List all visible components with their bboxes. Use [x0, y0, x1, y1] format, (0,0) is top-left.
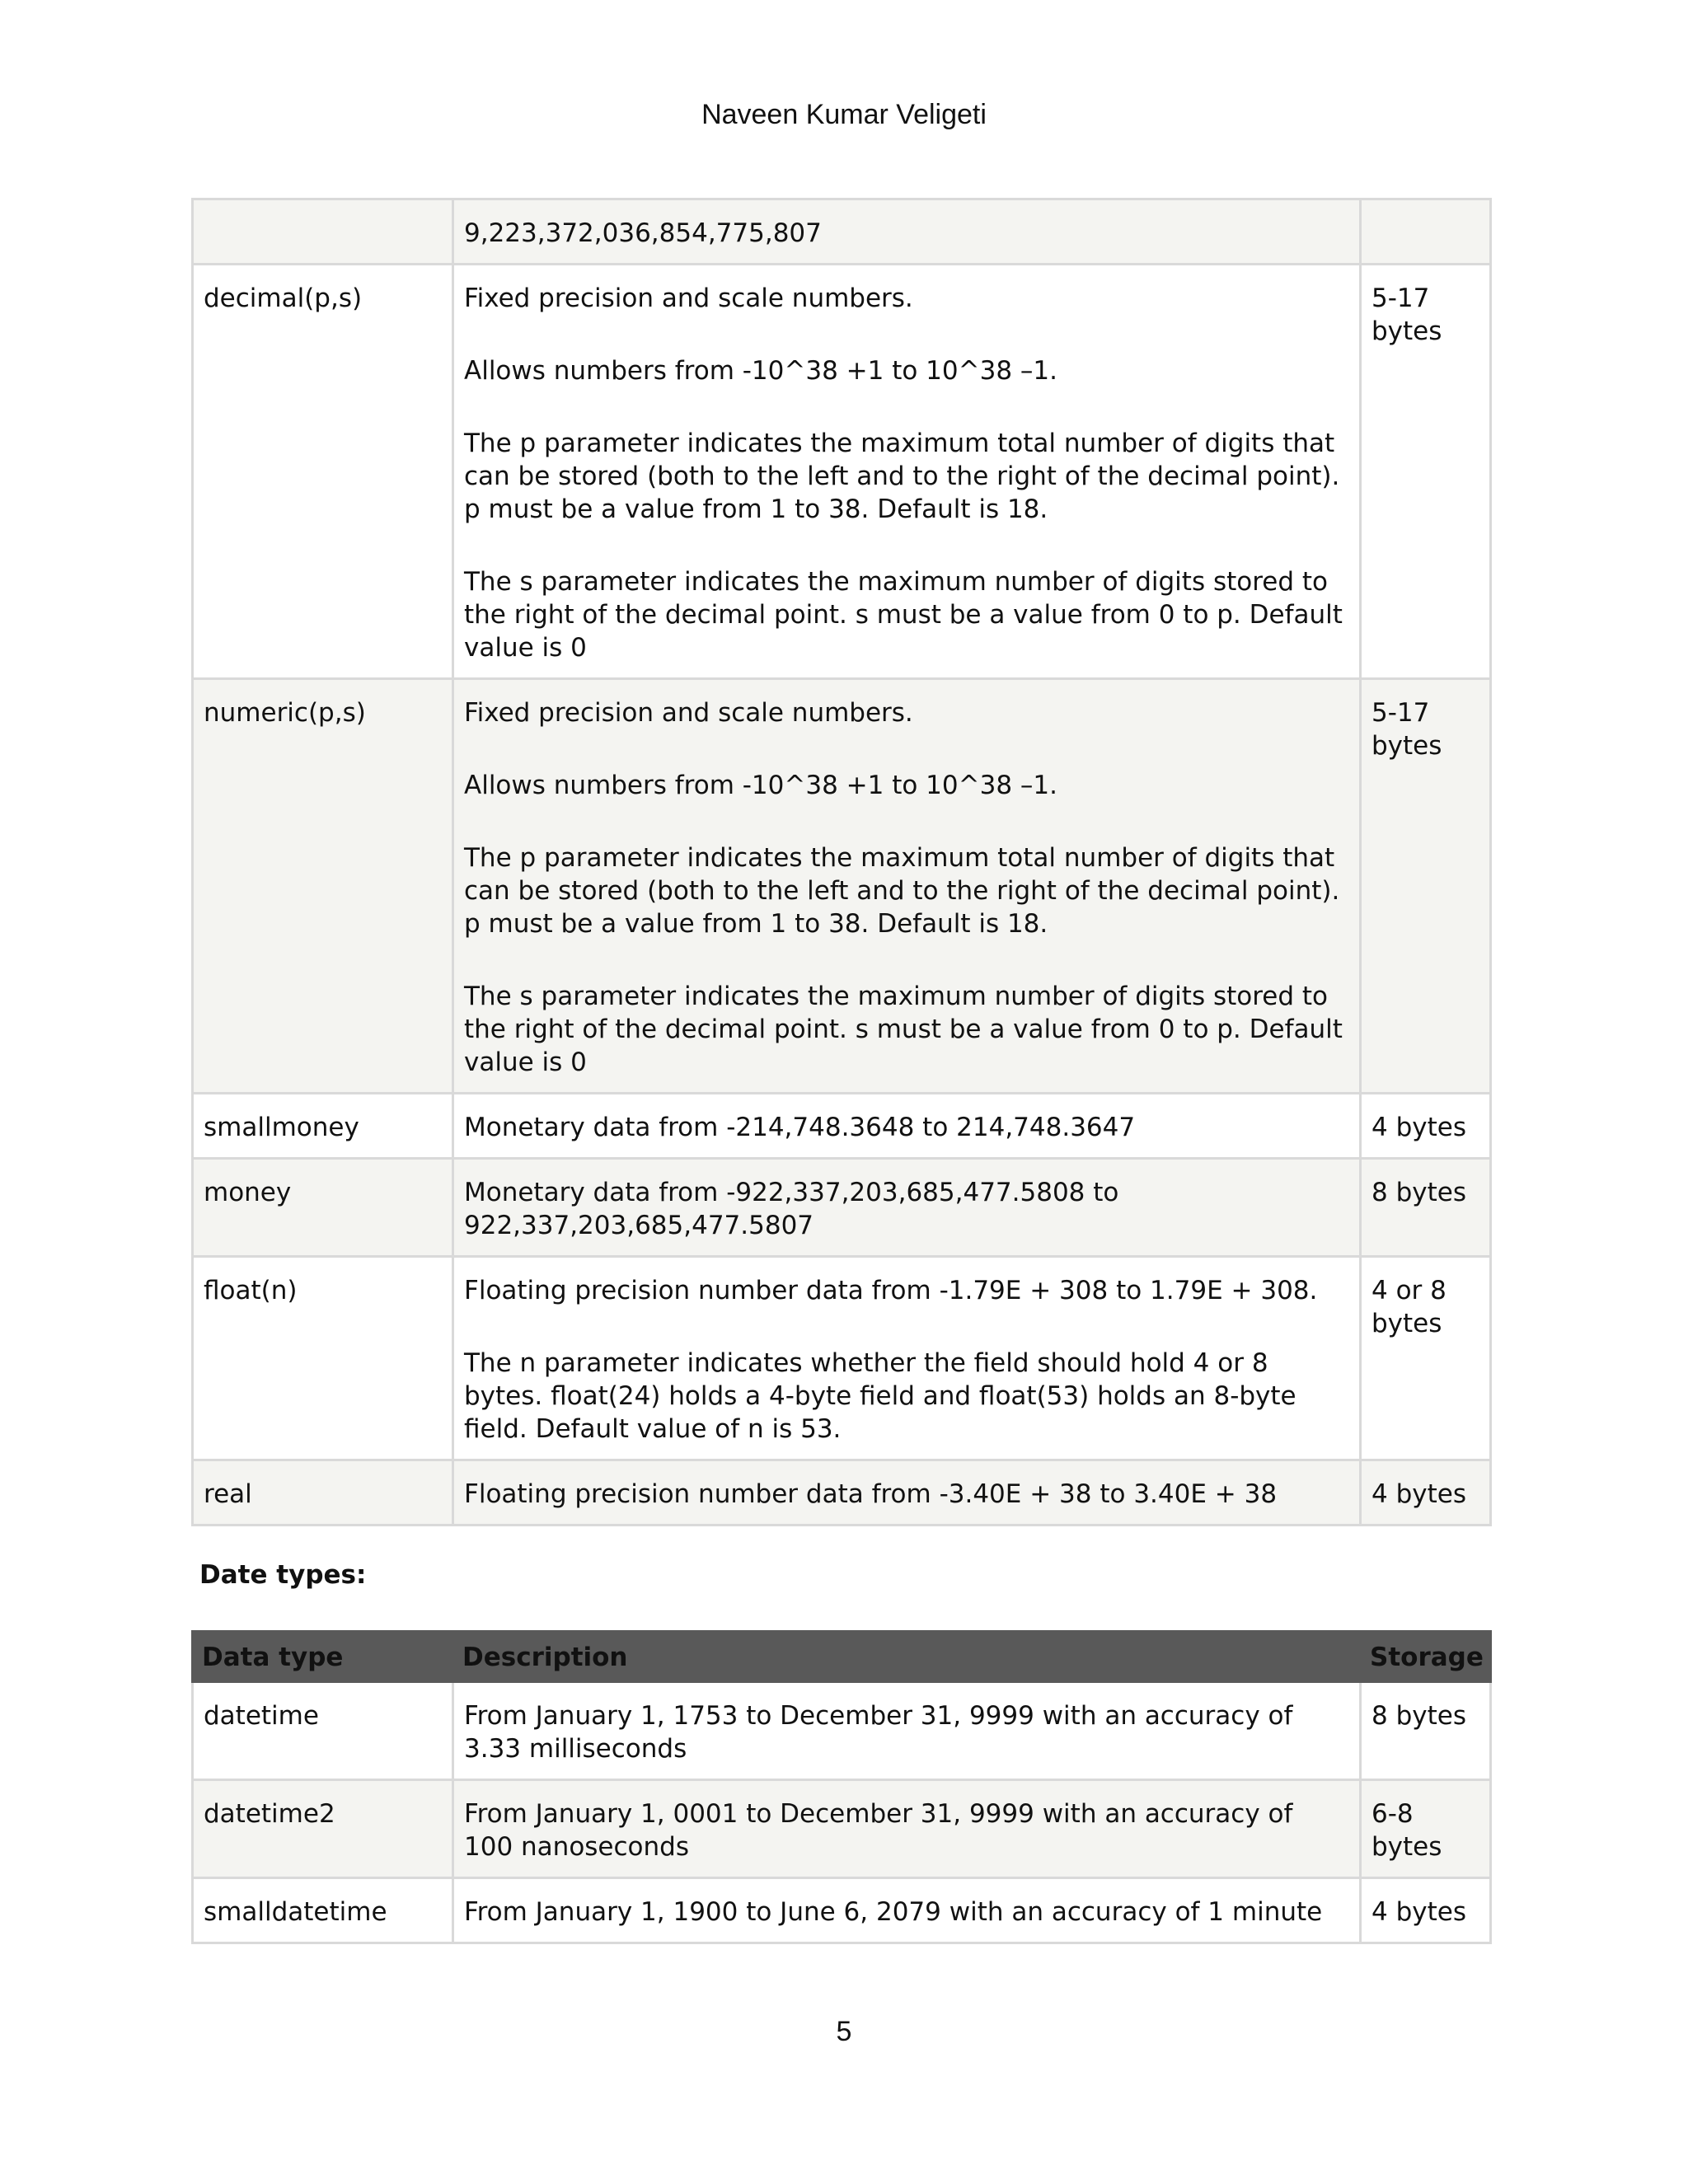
- column-header-data-type: Data type: [193, 1632, 453, 1682]
- storage-cell: 6-8 bytes: [1361, 1780, 1491, 1878]
- table-row: [193, 1159, 1491, 1257]
- column-header-storage: Storage: [1361, 1632, 1491, 1682]
- description-paragraph: From January 1, 0001 to December 31, 9999 with an accuracy of 100 nanoseconds: [464, 1799, 1293, 1862]
- storage-cell: 4 bytes: [1361, 1878, 1491, 1943]
- description-cell: [453, 1780, 1361, 1878]
- table-row: [193, 1682, 1491, 1780]
- table-row: [193, 199, 1491, 265]
- storage-cell: 4 or 8 bytes: [1361, 1257, 1491, 1460]
- table-row: [193, 1460, 1491, 1526]
- data-type-cell: datetime2: [193, 1780, 453, 1878]
- description-cell: [453, 1257, 1361, 1460]
- description-paragraph: Fixed precision and scale numbers.: [464, 698, 913, 728]
- table-row: [193, 1257, 1491, 1460]
- date-types-table: [191, 1630, 1492, 1944]
- description-cell: [453, 679, 1361, 1094]
- description-cell: [453, 265, 1361, 679]
- table-row: [193, 1094, 1491, 1159]
- description-paragraph: The p parameter indicates the maximum total number of digits that can be stored (both to the left and to the right of the decimal point). p must be a value from 1 to 38. Default is 18.: [464, 843, 1340, 939]
- data-type-cell: real: [193, 1460, 453, 1526]
- data-type-cell: [193, 199, 453, 265]
- description-cell: [453, 1159, 1361, 1257]
- description-paragraph: Allows numbers from -10^38 +1 to 10^38 –1.: [464, 356, 1057, 386]
- description-paragraph: The n parameter indicates whether the field should hold 4 or 8 bytes. float(24) holds a 4-byte field and float(53) holds an 8-byte field. Default value of n is 53.: [464, 1348, 1296, 1444]
- data-type-cell: smallmoney: [193, 1094, 453, 1159]
- numeric-types-table: [191, 198, 1492, 1526]
- table-row: [193, 1878, 1491, 1943]
- data-type-cell: smalldatetime: [193, 1878, 453, 1943]
- description-cell: [453, 199, 1361, 265]
- data-type-cell: money: [193, 1159, 453, 1257]
- description-cell: [453, 1094, 1361, 1159]
- column-header-description: Description: [453, 1632, 1361, 1682]
- description-paragraph: Floating precision number data from -1.79E + 308 to 1.79E + 308.: [464, 1276, 1318, 1305]
- description-cell: [453, 1878, 1361, 1943]
- description-paragraph: The s parameter indicates the maximum number of digits stored to the right of the decimal point. s must be a value from 0 to p. Default value is 0: [464, 982, 1343, 1077]
- storage-cell: 4 bytes: [1361, 1094, 1491, 1159]
- description-paragraph: Fixed precision and scale numbers.: [464, 284, 913, 313]
- storage-cell: 8 bytes: [1361, 1159, 1491, 1257]
- storage-cell: 4 bytes: [1361, 1460, 1491, 1526]
- table-header-row: [193, 1632, 1491, 1682]
- data-type-cell: decimal(p,s): [193, 265, 453, 679]
- description-paragraph: Allows numbers from -10^38 +1 to 10^38 –1.: [464, 771, 1057, 800]
- storage-cell: [1361, 199, 1491, 265]
- description-paragraph: The p parameter indicates the maximum total number of digits that can be stored (both to the left and to the right of the decimal point). p must be a value from 1 to 38. Default is 18.: [464, 429, 1340, 524]
- description-paragraph: Floating precision number data from -3.40E + 38 to 3.40E + 38: [464, 1479, 1278, 1509]
- storage-cell: 5-17 bytes: [1361, 265, 1491, 679]
- page-header-author: Naveen Kumar Veligeti: [701, 99, 987, 130]
- table-row: [193, 679, 1491, 1094]
- description-paragraph: From January 1, 1900 to June 6, 2079 with an accuracy of 1 minute: [464, 1897, 1323, 1927]
- data-type-cell: numeric(p,s): [193, 679, 453, 1094]
- table-row: [193, 265, 1491, 679]
- description-paragraph: Monetary data from -214,748.3648 to 214,748.3647: [464, 1113, 1136, 1142]
- date-types-heading: Date types:: [199, 1560, 367, 1590]
- description-cell: [453, 1460, 1361, 1526]
- storage-cell: 5-17 bytes: [1361, 679, 1491, 1094]
- description-paragraph: The s parameter indicates the maximum number of digits stored to the right of the decimal point. s must be a value from 0 to p. Default value is 0: [464, 567, 1343, 663]
- table-row: [193, 1780, 1491, 1878]
- description-paragraph: 9,223,372,036,854,775,807: [464, 218, 822, 248]
- description-cell: [453, 1682, 1361, 1780]
- data-type-cell: float(n): [193, 1257, 453, 1460]
- page-number: 5: [836, 2016, 852, 2047]
- description-paragraph: From January 1, 1753 to December 31, 9999 with an accuracy of 3.33 milliseconds: [464, 1701, 1293, 1764]
- storage-cell: 8 bytes: [1361, 1682, 1491, 1780]
- data-type-cell: datetime: [193, 1682, 453, 1780]
- description-paragraph: Monetary data from -922,337,203,685,477.5808 to 922,337,203,685,477.5807: [464, 1178, 1119, 1240]
